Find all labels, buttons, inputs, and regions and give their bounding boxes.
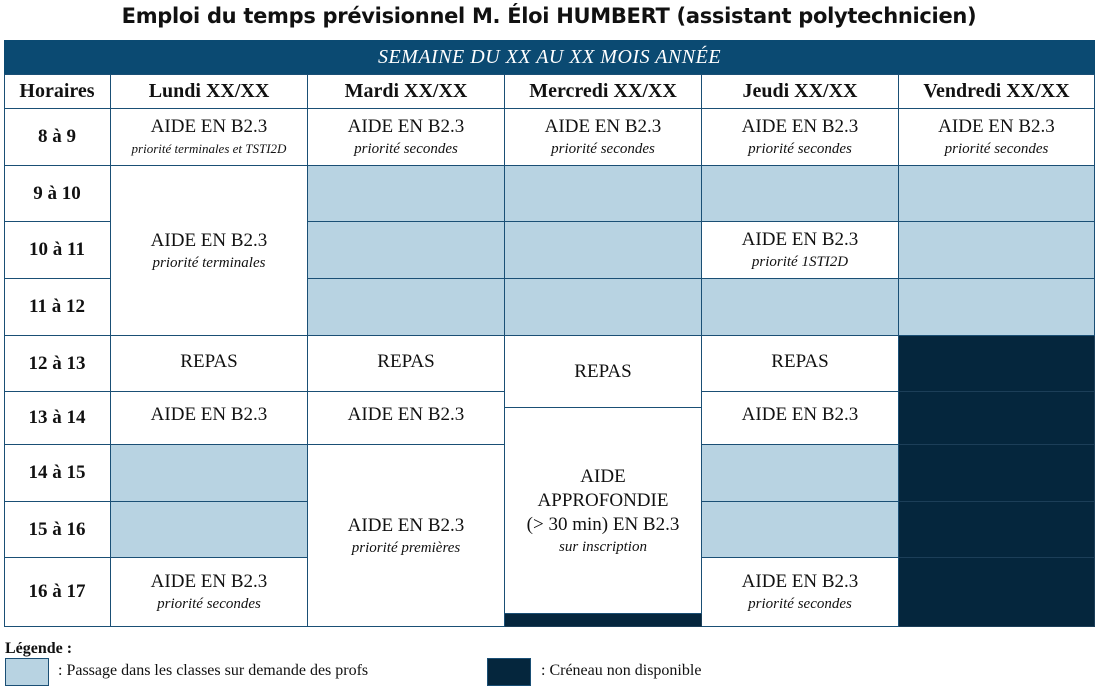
slot-title: AIDE EN B2.3 — [938, 116, 1055, 137]
slot-mercredi-11-classes — [505, 279, 702, 336]
slot-title: REPAS — [574, 360, 632, 382]
time-slot: 11 à 12 — [4, 279, 111, 336]
slot-vendredi-9-classes — [899, 166, 1095, 222]
slot-jeudi-13 — [702, 392, 899, 445]
slot-mardi-8 — [308, 109, 505, 166]
slot-vendredi-13-unavailable — [899, 392, 1095, 445]
slot-mardi-13 — [308, 392, 505, 445]
slot-jeudi-16 — [702, 558, 899, 627]
slot-priority: priorité premières — [351, 539, 461, 556]
slot-title: AIDE EN B2.3 — [741, 571, 859, 592]
slot-mercredi-8 — [505, 109, 702, 166]
slot-mercredi-repas — [505, 336, 702, 408]
time-slot: 12 à 13 — [4, 336, 111, 392]
slot-jeudi-11-classes — [702, 279, 899, 336]
time-slot: 8 à 9 — [4, 109, 111, 166]
slot-jeudi-14-classes — [702, 445, 899, 502]
page-title: Emploi du temps prévisionnel M. Éloi HUMBERT (assistant polytechnicien) — [121, 4, 977, 28]
slot-title: AIDE EN B2.3 — [544, 116, 662, 137]
slot-mardi-11-classes — [308, 279, 505, 336]
slot-jeudi-8 — [702, 109, 899, 166]
slot-priority: priorité terminales et TSTI2D — [131, 141, 287, 156]
legend-swatch-classes — [5, 658, 49, 686]
time-slot: 16 à 17 — [4, 558, 111, 627]
legend-label-unavailable: : Créneau non disponible — [541, 662, 702, 679]
slot-lundi-15-classes — [111, 502, 308, 558]
slot-title-line-1: AIDE — [580, 465, 626, 487]
slot-vendredi-12-unavailable — [899, 336, 1095, 392]
slot-mardi-10-classes — [308, 222, 505, 279]
time-slot: 13 à 14 — [4, 392, 111, 445]
slot-note: sur inscription — [559, 538, 647, 555]
slot-priority: priorité secondes — [748, 596, 852, 612]
slot-vendredi-11-classes — [899, 279, 1095, 336]
slot-priority: priorité secondes — [748, 141, 852, 157]
slot-title-line-2: APPROFONDIE — [537, 489, 669, 511]
slot-vendredi-16-unavailable — [899, 558, 1095, 627]
slot-lundi-16 — [111, 558, 308, 627]
time-slot: 14 à 15 — [4, 445, 111, 502]
slot-lundi-13 — [111, 392, 308, 445]
header-horaires: Horaires — [4, 74, 111, 109]
slot-mardi-9-classes — [308, 166, 505, 222]
slot-mercredi-10-classes — [505, 222, 702, 279]
header-mercredi: Mercredi XX/XX — [505, 74, 702, 109]
legend-label-classes: : Passage dans les classes sur demande des profs — [58, 662, 369, 679]
slot-title: AIDE EN B2.3 — [741, 229, 859, 250]
slot-priority: priorité secondes — [944, 141, 1049, 157]
slot-mercredi-approfondie — [505, 408, 702, 614]
slot-priority: priorité terminales — [152, 254, 266, 271]
slot-title: AIDE EN B2.3 — [150, 116, 268, 137]
slot-title: AIDE EN B2.3 — [150, 404, 268, 425]
slot-priority: priorité secondes — [551, 141, 655, 157]
time-slot: 10 à 11 — [4, 222, 111, 279]
slot-vendredi-15-unavailable — [899, 502, 1095, 558]
slot-title: AIDE EN B2.3 — [741, 116, 859, 137]
slot-jeudi-12 — [702, 336, 899, 392]
slot-priority: priorité secondes — [354, 141, 458, 157]
slot-title: AIDE EN B2.3 — [347, 514, 465, 536]
slot-lundi-12 — [111, 336, 308, 392]
header-mardi: Mardi XX/XX — [308, 74, 505, 109]
slot-priority: priorité secondes — [157, 596, 261, 612]
slot-jeudi-10 — [702, 222, 899, 279]
slot-title: AIDE EN B2.3 — [150, 229, 268, 251]
time-slot: 15 à 16 — [4, 502, 111, 558]
slot-lundi-14-classes — [111, 445, 308, 502]
slot-mercredi-9-classes — [505, 166, 702, 222]
slot-vendredi-10-classes — [899, 222, 1095, 279]
slot-jeudi-9-classes — [702, 166, 899, 222]
slot-lundi-8 — [111, 109, 308, 166]
slot-title: REPAS — [377, 351, 435, 372]
slot-title: AIDE EN B2.3 — [150, 571, 268, 592]
slot-title: REPAS — [180, 351, 238, 372]
slot-title: AIDE EN B2.3 — [741, 404, 859, 425]
header-jeudi: Jeudi XX/XX — [702, 74, 899, 109]
slot-mardi-14-17 — [308, 445, 505, 627]
legend-title: Légende : — [5, 640, 73, 657]
week-banner: SEMAINE DU XX AU XX MOIS ANNÉE — [4, 40, 1095, 74]
slot-lundi-9-12 — [111, 166, 308, 336]
slot-title: REPAS — [771, 351, 829, 372]
time-slot: 9 à 10 — [4, 166, 111, 222]
slot-title: AIDE EN B2.3 — [347, 116, 465, 137]
slot-mardi-12 — [308, 336, 505, 392]
slot-vendredi-8 — [899, 109, 1095, 166]
slot-vendredi-14-unavailable — [899, 445, 1095, 502]
slot-title-line-3: (> 30 min) EN B2.3 — [526, 513, 680, 535]
legend-swatch-unavailable — [487, 658, 531, 686]
header-lundi: Lundi XX/XX — [111, 74, 308, 109]
header-vendredi: Vendredi XX/XX — [899, 74, 1095, 109]
slot-mercredi-unavailable — [505, 614, 702, 627]
slot-priority: priorité 1STI2D — [751, 254, 849, 270]
slot-title: AIDE EN B2.3 — [347, 404, 465, 425]
slot-jeudi-15-classes — [702, 502, 899, 558]
